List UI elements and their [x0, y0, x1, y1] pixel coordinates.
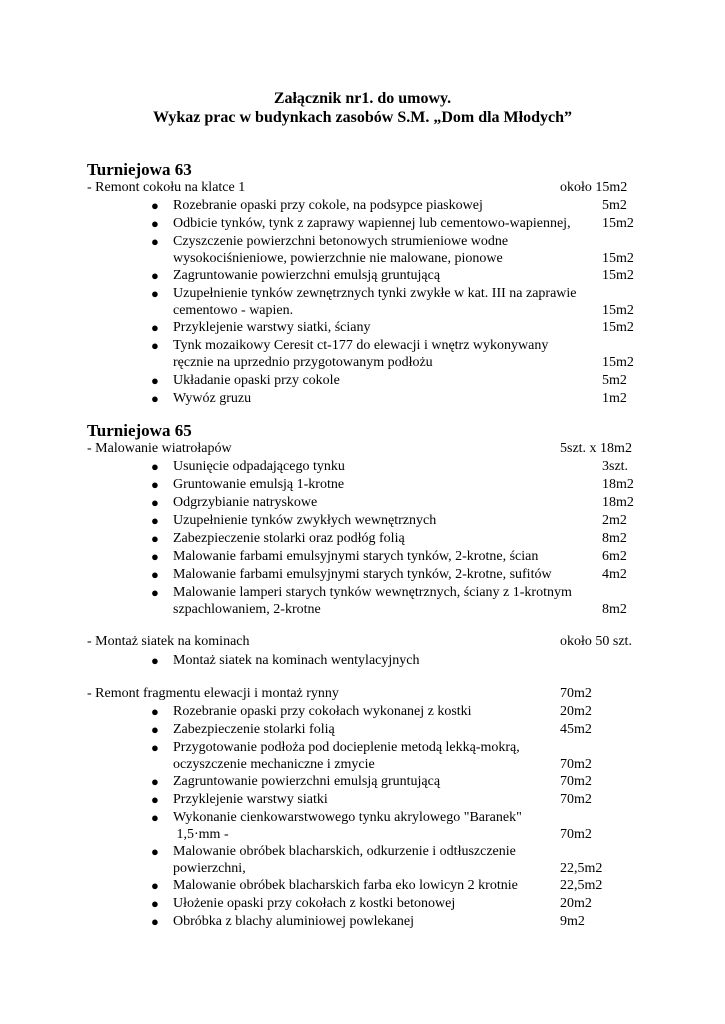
- list-item-text-continued: oczyszczenie mechaniczne i zmycie: [173, 757, 375, 772]
- list-item-quantity: 18m2: [602, 495, 634, 510]
- bullet-icon: ●: [151, 810, 159, 825]
- list-item-text: Zagruntowanie powierzchni emulsją gruntującą: [173, 268, 441, 283]
- list-item-text: Przyklejenie warstwy siatki, ściany: [173, 320, 371, 335]
- list-item-text: Usunięcie odpadającego tynku: [173, 459, 345, 474]
- list-item-text-continued: cementowo - wapien.: [173, 303, 294, 318]
- bullet-icon: ●: [151, 844, 159, 859]
- list-item-text-continued: wysokociśnieniowe, powierzchnie nie malowane, pionowe: [173, 251, 503, 266]
- list-item-text: Rozebranie opaski przy cokołach wykonanej z kostki: [173, 704, 472, 719]
- list-item-text: Malowanie farbami emulsyjnymi starych tynków, 2-krotne, ścian: [173, 549, 539, 564]
- list-item-quantity: 5m2: [602, 198, 627, 213]
- list-item-text-continued: ręcznie na uprzednio przygotowanym podłożu: [173, 355, 433, 370]
- list-item-quantity: 9m2: [560, 914, 585, 929]
- list-item-text: Odbicie tynków, tynk z zaprawy wapiennej lub cementowo-wapiennej,: [173, 216, 571, 231]
- bullet-icon: ●: [151, 234, 159, 249]
- list-item-text: Odgrzybianie natryskowe: [173, 495, 318, 510]
- bullet-icon: ●: [151, 373, 159, 388]
- bullet-icon: ●: [151, 513, 159, 528]
- list-item-text: Zagruntowanie powierzchni emulsją gruntującą: [173, 774, 441, 789]
- task-quantity: 5szt. x 18m2: [560, 441, 632, 456]
- list-item-quantity: 20m2: [560, 896, 592, 911]
- list-item-quantity: 15m2: [602, 268, 634, 283]
- list-item-quantity: 22,5m2: [560, 861, 603, 876]
- list-item-quantity: 3szt.: [602, 459, 629, 474]
- list-item-quantity: 15m2: [602, 355, 634, 370]
- bullet-icon: ●: [151, 722, 159, 737]
- list-item-quantity: 18m2: [602, 477, 634, 492]
- list-item-text-continued: szpachlowaniem, 2-krotne: [173, 602, 321, 617]
- list-item-text: Malowanie farbami emulsyjnymi starych tynków, 2-krotne, sufitów: [173, 567, 552, 582]
- bullet-icon: ●: [151, 774, 159, 789]
- list-item-quantity: 5m2: [602, 373, 627, 388]
- task-quantity: 70m2: [560, 686, 592, 701]
- list-item-text: Wykonanie cienkowarstwowego tynku akrylowego "Baranek": [173, 810, 522, 825]
- bullet-icon: ●: [151, 198, 159, 213]
- list-item-text: Tynk mozaikowy Ceresit ct-177 do elewacji i wnętrz wykonywany: [173, 338, 549, 353]
- list-item-text: Gruntowanie emulsją 1-krotne: [173, 477, 345, 492]
- bullet-icon: ●: [151, 320, 159, 335]
- list-item-text: Przyklejenie warstwy siatki: [173, 792, 328, 807]
- list-item-text: Czyszczenie powierzchni betonowych strumieniowe wodne: [173, 234, 509, 249]
- list-item-text: Uzupełnienie tynków zewnętrznych tynki zwykłe w kat. III na zaprawie: [173, 286, 577, 301]
- document-title: Załącznik nr1. do umowy.: [273, 90, 452, 107]
- list-item-quantity: 70m2: [560, 757, 592, 772]
- bullet-icon: ●: [151, 704, 159, 719]
- bullet-icon: ●: [151, 653, 159, 668]
- task-title: - Remont cokołu na klatce 1: [87, 180, 246, 195]
- list-item-text: Ułożenie opaski przy cokołach z kostki betonowej: [173, 896, 456, 911]
- bullet-icon: ●: [151, 495, 159, 510]
- list-item-text: Układanie opaski przy cokole: [173, 373, 340, 388]
- list-item-text: Montaż siatek na kominach wentylacyjnych: [173, 653, 420, 668]
- list-item-text: Przygotowanie podłoża pod docieplenie metodą lekką-mokrą,: [173, 740, 520, 755]
- list-item-quantity: 4m2: [602, 567, 627, 582]
- bullet-icon: ●: [151, 477, 159, 492]
- list-item-text: Malowanie lamperi starych tynków wewnętrznych, ściany z 1-krotnym: [173, 585, 572, 600]
- list-item-quantity: 70m2: [560, 774, 592, 789]
- bullet-icon: ●: [151, 585, 159, 600]
- bullet-icon: ●: [151, 878, 159, 893]
- bullet-icon: ●: [151, 391, 159, 406]
- bullet-icon: ●: [151, 459, 159, 474]
- list-item-text: Obróbka z blachy aluminiowej powlekanej: [173, 914, 415, 929]
- bullet-icon: ●: [151, 286, 159, 301]
- list-item-quantity: 70m2: [560, 827, 592, 842]
- list-item-text: Malowanie obróbek blacharskich, odkurzenie i odtłuszczenie: [173, 844, 516, 859]
- task-quantity: około 15m2: [560, 180, 628, 195]
- list-item-text: Zabezpieczenie stolarki oraz podłóg folią: [173, 531, 405, 546]
- bullet-icon: ●: [151, 216, 159, 231]
- task-quantity: około 50 szt.: [560, 634, 632, 649]
- list-item-text: Rozebranie opaski przy cokole, na podsypce piaskowej: [173, 198, 483, 213]
- list-item-quantity: 15m2: [602, 320, 634, 335]
- bullet-icon: ●: [151, 896, 159, 911]
- list-item-text-continued: powierzchni,: [173, 861, 246, 876]
- list-item-quantity: 1m2: [602, 391, 627, 406]
- bullet-icon: ●: [151, 914, 159, 929]
- bullet-icon: ●: [151, 268, 159, 283]
- list-item-text: Uzupełnienie tynków zwykłych wewnętrznych: [173, 513, 437, 528]
- list-item-quantity: 15m2: [602, 216, 634, 231]
- list-item-quantity: 22,5m2: [560, 878, 603, 893]
- bullet-icon: ●: [151, 338, 159, 353]
- bullet-icon: ●: [151, 549, 159, 564]
- list-item-quantity: 15m2: [602, 251, 634, 266]
- bullet-icon: ●: [151, 740, 159, 755]
- list-item-text-continued: 1,5·mm -: [173, 827, 229, 842]
- task-title: - Remont fragmentu elewacji i montaż rynny: [87, 686, 339, 701]
- list-item-text: Malowanie obróbek blacharskich farba eko lowicyn 2 krotnie: [173, 878, 518, 893]
- bullet-icon: ●: [151, 567, 159, 582]
- list-item-quantity: 45m2: [560, 722, 592, 737]
- task-title: - Malowanie wiatrołapów: [87, 441, 232, 456]
- document-subtitle: Wykaz prac w budynkach zasobów S.M. „Dom dla Młodych”: [152, 109, 572, 126]
- bullet-icon: ●: [151, 531, 159, 546]
- list-item-text: Zabezpieczenie stolarki folią: [173, 722, 335, 737]
- list-item-quantity: 2m2: [602, 513, 627, 528]
- list-item-quantity: 20m2: [560, 704, 592, 719]
- list-item-quantity: 15m2: [602, 303, 634, 318]
- list-item-quantity: 8m2: [602, 602, 627, 617]
- list-item-quantity: 8m2: [602, 531, 627, 546]
- section-heading-turniejowa-65: Turniejowa 65: [87, 421, 192, 440]
- bullet-icon: ●: [151, 792, 159, 807]
- section-heading-turniejowa-63: Turniejowa 63: [87, 160, 192, 179]
- list-item-text: Wywóz gruzu: [173, 391, 252, 406]
- list-item-quantity: 6m2: [602, 549, 627, 564]
- task-title: - Montaż siatek na kominach: [87, 634, 250, 649]
- list-item-quantity: 70m2: [560, 792, 592, 807]
